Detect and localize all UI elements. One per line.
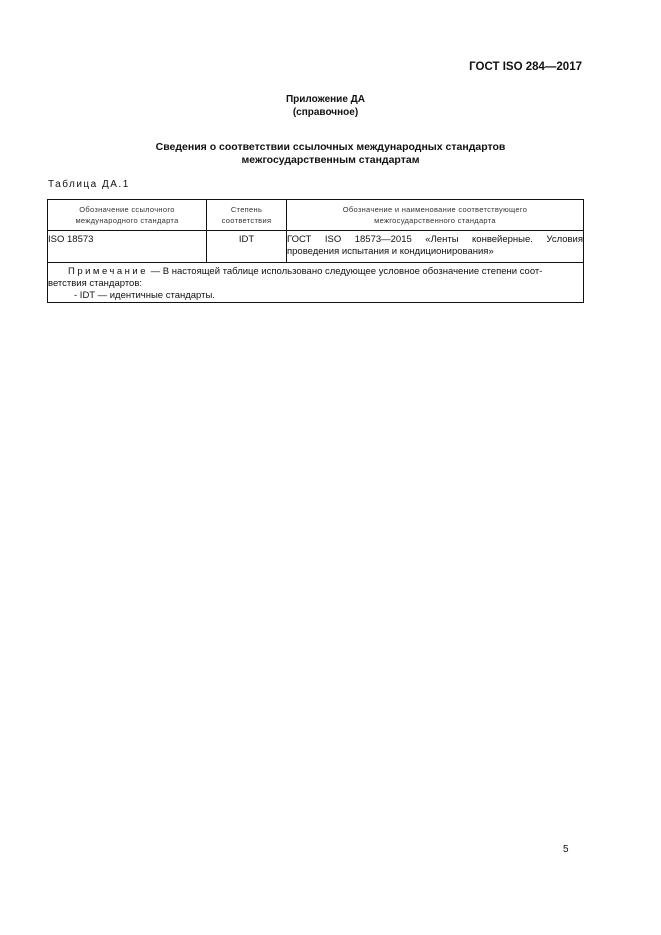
table-note (48, 263, 584, 303)
heading-line-1: Сведения о соответствии ссылочных международных стандартов (155, 141, 506, 153)
column-header-text: соответствия (221, 216, 272, 225)
column-header-text: Степень (230, 205, 263, 214)
section-heading (0, 141, 661, 167)
table-caption: Таблица ДА.1 (48, 179, 130, 190)
document-code: ГОСТ ISO 284—2017 (469, 61, 582, 73)
appendix-header (0, 93, 661, 119)
note-dash: — (148, 266, 163, 277)
column-header-text: Обозначение ссылочного (79, 205, 175, 214)
column-header-reference (48, 200, 207, 231)
note-item: - IDT — идентичные стандарты. (74, 290, 215, 301)
heading-line-2: межгосударственным стандартам (241, 154, 420, 166)
column-header-degree (207, 200, 287, 231)
column-header-text: Обозначение и наименование соответствующего (342, 205, 528, 214)
table-row (48, 231, 584, 263)
cell-reference: ISO 18573 (48, 231, 207, 263)
appendix-subtitle: (справочное) (292, 107, 359, 118)
column-header-text: международного стандарта (75, 216, 179, 225)
column-header-gost (287, 200, 584, 231)
note-label: Примечание (68, 266, 148, 277)
cell-gost: ГОСТ ISO 18573—2015 «Ленты конвейерные. Условия проведения испытания и кондиционирования» (287, 231, 584, 263)
standards-correspondence-table (47, 199, 584, 303)
column-header-text: межгосударственного стандарта (374, 216, 496, 225)
note-line-1 (48, 266, 583, 278)
cell-degree: IDT (207, 231, 287, 263)
page-number: 5 (563, 844, 569, 855)
appendix-title: Приложение ДА (285, 94, 366, 105)
table-note-row (48, 263, 584, 303)
table-header-row (48, 200, 584, 231)
note-line-2: ветствия стандартов: (48, 278, 143, 289)
note-text: В настоящей таблице использовано следующее условное обозначение степени соот- (162, 266, 543, 277)
